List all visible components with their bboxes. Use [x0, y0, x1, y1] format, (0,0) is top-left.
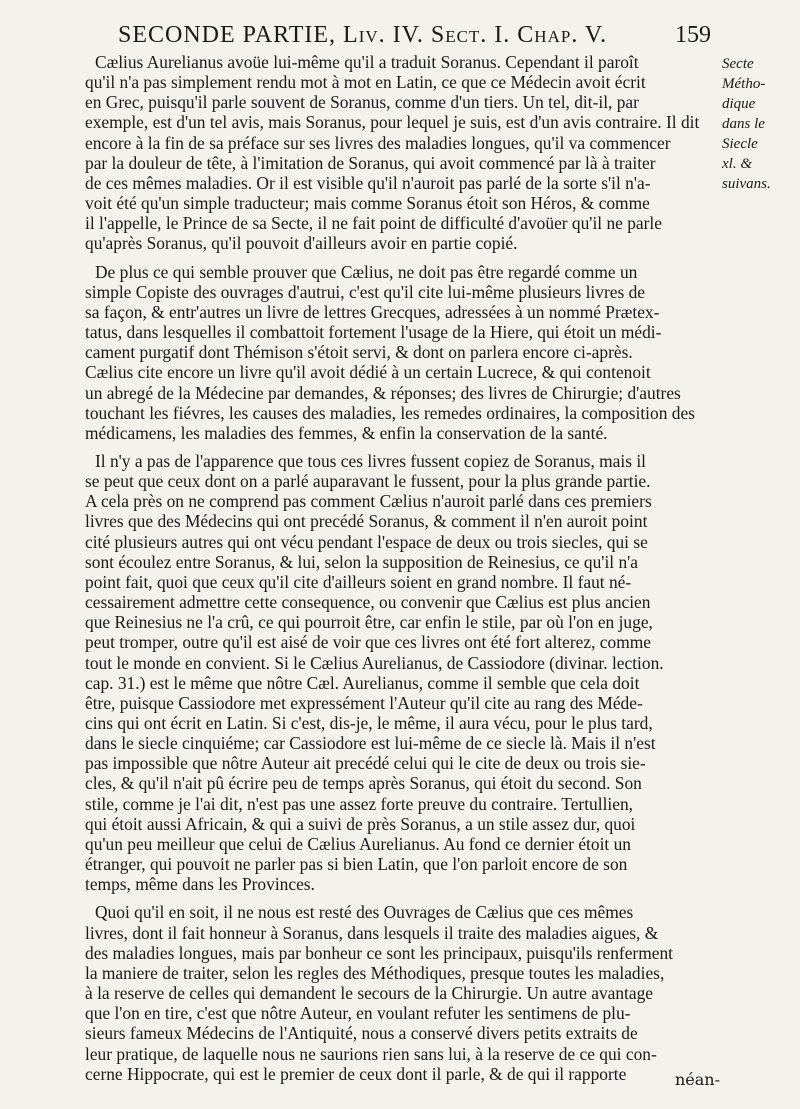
- margin-note-line: Siecle: [722, 136, 758, 152]
- text-line: encore à la fin de sa préface sur ses livres des maladies longues, qu'il va commencer: [85, 132, 671, 153]
- page-number: 159: [675, 22, 711, 48]
- text-line: que Reinesius ne l'a crû, ce qui pourroit être, car enfin le stile, par où l'on en juge,: [85, 612, 653, 633]
- text-line: tatus, dans lesquelles il combattoit fortement l'usage de la Hiere, qui étoit un médi-: [85, 322, 662, 343]
- text-line: qui étoit aussi Africain, & qui a suivi de près Soranus, a un stile assez dur, quoi: [85, 813, 636, 834]
- text-line: exemple, est d'un tel avis, mais Soranus, pour lequel je suis, est d'un avis contraire. Il dit: [85, 112, 700, 133]
- text-line: cament purgatif dont Thémison s'étoit servi, & dont on parlera encore ci-après.: [85, 342, 633, 363]
- margin-note-line: Métho-: [722, 76, 766, 92]
- margin-note-line: xl. &: [722, 156, 752, 172]
- text-line: un abregé de la Médecine par demandes, & réponses; des livres de Chirurgie; d'autres: [85, 382, 681, 403]
- text-line: par la douleur de tête, à l'imitation de Soranus, qui avoit commencé par là à traiter: [85, 152, 656, 173]
- text-line: sont écoulez entre Soranus, & lui, selon la supposition de Reinesius, ce qu'il n'a: [85, 551, 639, 572]
- text-line: leur pratique, de laquelle nous ne saurions rien sans lui, à la reserve de ce qui con-: [85, 1043, 657, 1064]
- text-line: cins qui ont écrit en Latin. Si c'est, dis-je, le même, il aura vécu, pour le plus tard,: [85, 713, 653, 733]
- text-line: se peut que ceux dont on a parlé auparavant le fussent, pour la plus grande partie.: [85, 471, 651, 492]
- text-line: simple Copiste des ouvrages d'autrui, c'est qu'il cite lui-même plusieurs livres de: [85, 281, 645, 302]
- paragraph: [85, 902, 720, 1083]
- text-line: sieurs fameux Médecins de l'Antiquité, nous a conservé divers petits extraits de: [85, 1023, 638, 1044]
- text-line: livres que des Médecins qui ont precédé Soranus, & comment il n'en auroit point: [85, 511, 648, 532]
- text-line: cap. 31.) est le même que nôtre Cæl. Aurelianus, comme il semble que cela doit: [85, 672, 640, 693]
- text-line: Quoi qu'il en soit, il ne nous est resté des Ouvrages de Cælius que ces mêmes: [95, 902, 634, 923]
- paragraph: [85, 451, 720, 894]
- margin-note-line: dique: [722, 96, 756, 112]
- text-line: cité plusieurs autres qui ont vécu pendant l'espace de deux ou trois siecles, qui se: [85, 531, 648, 552]
- running-header: [0, 22, 800, 52]
- text-line: sa façon, & entr'autres un livre de lettres Grecques, adressées à un nommé Prætex-: [85, 301, 660, 322]
- text-line: en Grec, puisqu'il parle souvent de Soranus, comme d'un tiers. Un tel, dit-il, par: [85, 92, 639, 113]
- paragraph-gap: [85, 894, 720, 902]
- text-line: cessairement admettre cette consequence, ou convenir que Cælius est plus ancien: [85, 592, 651, 613]
- text-line: qu'un peu meilleur que celui de Cælius Aurelianus. Au fond ce dernier étoit un: [85, 833, 631, 854]
- text-line: de ces mêmes maladies. Or il est visible qu'il n'auroit pas parlé de la sorte s'il n'a-: [85, 172, 651, 193]
- main-text: [85, 52, 720, 1084]
- text-line: la maniere de traiter, selon les regles des Méthodiques, presque toutes les maladies,: [85, 962, 665, 983]
- text-line: à la reserve de celles qui demandent le secours de la Chirurgie. Un autre avantage: [85, 983, 654, 1004]
- text-line: touchant les fiévres, les causes des maladies, les remedes ordinaires, la composition des: [85, 402, 695, 423]
- margin-note-line: Secte: [722, 56, 754, 72]
- text-line: dans le siecle cinquiéme; car Cassiodore est lui-même de ce siecle là. Mais il n'est: [85, 733, 656, 754]
- paragraph-gap: [85, 443, 720, 451]
- text-line: des maladies longues, mais par bonheur ce sont les principaux, puisqu'ils renferment: [85, 942, 673, 963]
- text-line: Cælius cite encore un livre qu'il avoit dédié à un certain Lucrece, & qui contenoit: [85, 362, 651, 383]
- text-line: cerne Hippocrate, qui est le premier de ceux dont il parle, & de qui il rapporte: [85, 1063, 627, 1084]
- paragraph: [85, 262, 720, 443]
- margin-note: [722, 54, 797, 194]
- text-line: point fait, quoi que ceux qu'il cite d'ailleurs soient en grand nombre. Il faut né-: [85, 571, 632, 592]
- text-line: voit été qu'un simple traducteur; mais comme Soranus étoit son Héros, & comme: [85, 193, 650, 214]
- running-title: SECONDE PARTIE, Liv. IV. Sect. I. Chap. V.: [118, 22, 608, 48]
- text-line: peut tromper, outre qu'il est aisé de voir que ces livres ont été fort alterez, comme: [85, 632, 651, 653]
- text-line: étranger, qui pouvoit ne parler pas si bien Latin, que l'on parloit encore de son: [85, 854, 628, 875]
- catchword: néan-: [674, 1070, 720, 1089]
- margin-note-line: dans le: [722, 116, 765, 132]
- text-line: pas impossible que nôtre Auteur ait precédé celui qui le cite de deux ou trois sie-: [85, 753, 646, 774]
- text-line: médicamens, les maladies des femmes, & enfin la conservation de la santé.: [85, 422, 608, 443]
- margin-note-line: suivans.: [722, 176, 771, 192]
- text-line: cles, & qu'il n'ait pû écrire peu de temps après Soranus, qui étoit du second. Son: [85, 773, 642, 794]
- text-line: qu'après Soranus, qu'il pouvoit d'ailleurs avoir en partie copié.: [85, 233, 518, 254]
- text-line: il l'appelle, le Prince de sa Secte, il ne fait point de difficulté d'avoüer qu'il ne parle: [85, 213, 662, 234]
- text-line: De plus ce qui semble prouver que Cælius, ne doit pas être regardé comme un: [95, 261, 638, 282]
- text-line: livres, dont il fait honneur à Soranus, dans lesquels il traite des maladies aigues, &: [85, 922, 659, 943]
- text-line: Il n'y a pas de l'apparence que tous ces livres fussent copiez de Soranus, mais il: [95, 450, 647, 471]
- text-line: que l'on en tire, c'est que nôtre Auteur, en voulant refuter les sentimens de plu-: [85, 1003, 631, 1024]
- catchword-row: [85, 1070, 720, 1089]
- text-line: être, puisque Cassiodore met expressément l'Auteur qu'il cite au rang des Méde-: [85, 692, 643, 713]
- text-line: qu'il n'a pas simplement rendu mot à mot en Latin, ce que ce Médecin avoit écrit: [85, 72, 646, 93]
- text-line: A cela près on ne comprend pas comment Cælius n'auroit parlé dans ces premiers: [85, 491, 652, 512]
- paragraph: [85, 52, 720, 254]
- text-line: Cælius Aurelianus avoüe lui-même qu'il a traduit Soranus. Cependant il paroît: [95, 52, 639, 72]
- text-line: tout le monde en convient. Si le Cælius Aurelianus, de Cassiodore (divinar. lection.: [85, 652, 664, 673]
- paragraph-gap: [85, 254, 720, 262]
- text-line: stile, comme je l'ai dit, n'est pas une assez forte preuve du contraire. Tertullien,: [85, 793, 633, 814]
- text-line: temps, même dans les Provinces.: [85, 874, 315, 895]
